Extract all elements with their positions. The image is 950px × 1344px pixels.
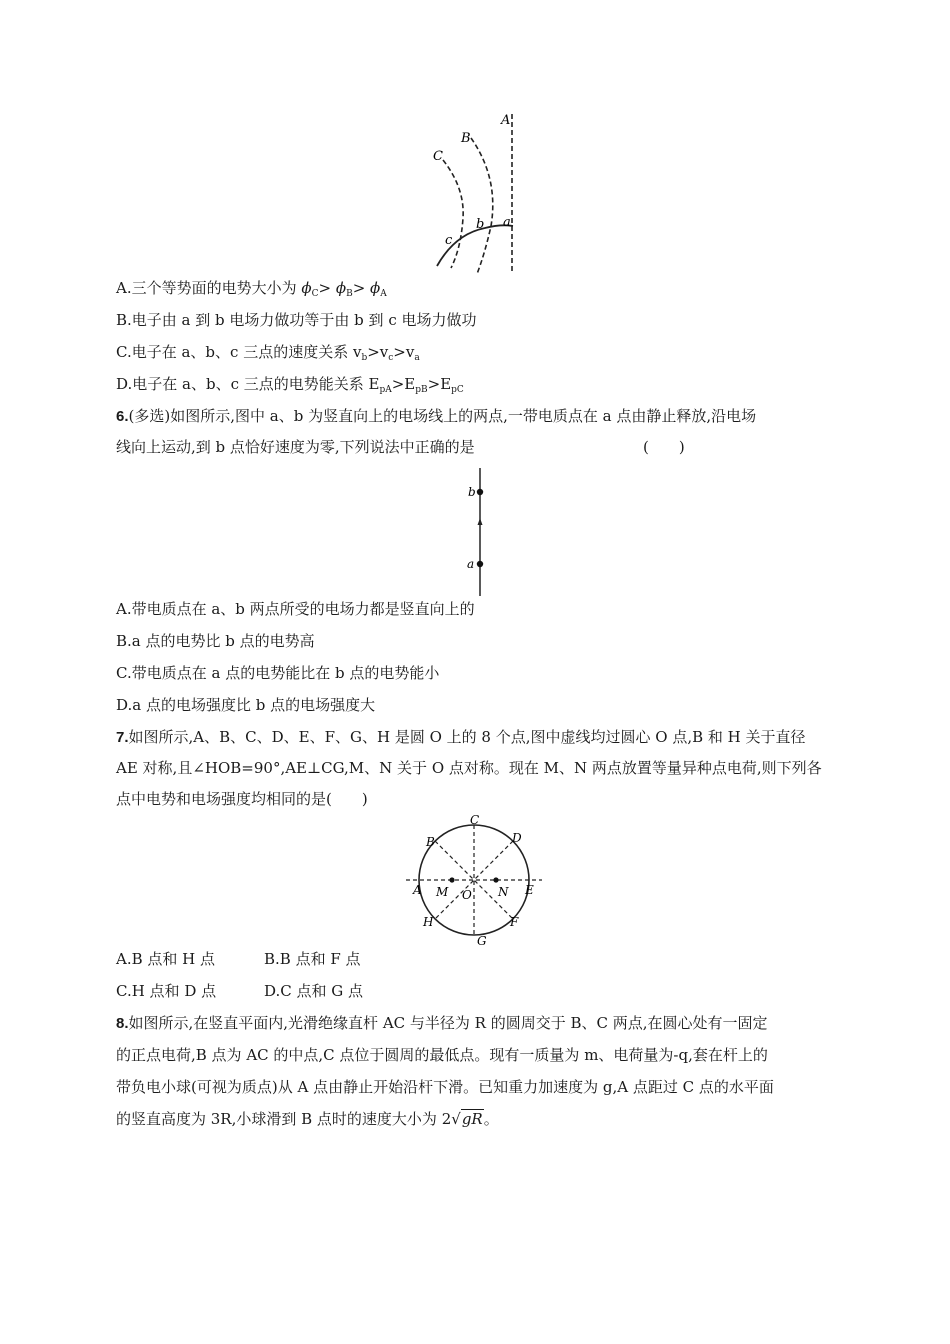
label-N: N: [498, 885, 509, 899]
q5-option-a: A.三个等势面的电势大小为 $\phi_C> \phi_B> \phi_A$: [116, 279, 387, 299]
label-c: c: [445, 233, 453, 248]
label-a: a: [467, 557, 475, 571]
label-O: O: [462, 888, 472, 902]
label-b: b: [468, 485, 476, 499]
label-E: E: [525, 883, 534, 897]
label-B: B: [426, 835, 435, 849]
label-a: a: [503, 215, 511, 230]
q7-option-b: B.B 点和 F 点: [264, 950, 361, 968]
q7-option-a: A.B 点和 H 点: [116, 950, 216, 968]
q7-number: 7.: [116, 729, 129, 746]
label-G: G: [477, 934, 487, 948]
q6-option-d: D.a 点的电场强度比 b 点的电场强度大: [116, 696, 376, 714]
label-F: F: [510, 915, 519, 929]
q6-stem-line1: 6.(多选)如图所示,图中 a、b 为竖直向上的电场线上的两点,一带电质点在 a 点由静止释放,沿电场: [116, 407, 757, 425]
equipotential-figure: [425, 108, 525, 278]
equipotential-line-b: [471, 138, 493, 274]
label-A: A: [501, 113, 511, 128]
label-A: A: [413, 883, 422, 897]
label-H: H: [423, 915, 434, 929]
point-a: [477, 561, 483, 567]
q8-number: 8.: [116, 1015, 129, 1032]
label-b: b: [476, 217, 485, 232]
q6-option-c: C.带电质点在 a 点的电势能比在 b 点的电势能小: [116, 664, 440, 682]
q7-stem-line2: AE 对称,且∠HOB=90°,AE⊥CG,M、N 关于 O 点对称。现在 M、N 两点放置等量异种点电荷,则下列各: [116, 759, 822, 777]
q8-stem-line1: 8.如图所示,在竖直平面内,光滑绝缘直杆 AC 与半径为 R 的圆周交于 B、C 两点,在圆心处有一固定: [116, 1014, 768, 1032]
q6-answer-paren: ( ): [643, 438, 685, 456]
charge-m: [449, 877, 454, 882]
sqrt-sign-icon: √: [451, 1110, 461, 1128]
q8-stem-line3: 带负电小球(可视为质点)从 A 点由静止开始沿杆下滑。已知重力加速度为 g,A 点距过 C 点的水平面: [116, 1078, 774, 1096]
q6-stem-line2: 线向上运动,到 b 点恰好速度为零,下列说法中正确的是: [116, 438, 475, 456]
sqrt-radicand: gR: [461, 1110, 483, 1128]
label-D: D: [512, 831, 522, 845]
point-b: [477, 489, 483, 495]
q7-option-c: C.H 点和 D 点: [116, 982, 217, 1000]
q6-number: 6.: [116, 408, 129, 425]
q5-option-b: B.电子由 a 到 b 电场力做功等于由 b 到 c 电场力做功: [116, 311, 477, 329]
label-C: C: [470, 814, 480, 827]
charge-n: [493, 877, 498, 882]
label-C: C: [433, 149, 443, 164]
q5-option-c: C.电子在 a、b、c 三点的速度关系 $v_b>v_c>v_a$: [116, 343, 420, 363]
q5-option-d: D.电子在 a、b、c 三点的电势能关系 $E_{pA}>E_{pB}>E_{pC}$: [116, 375, 464, 395]
q7-stem-line1: 7.如图所示,A、B、C、D、E、F、G、H 是圆 O 上的 8 个点,图中虚线均过圆心 O 点,B 和 H 关于直径: [116, 728, 806, 746]
q7-stem-line3: 点中电势和电场强度均相同的是( ): [116, 790, 368, 808]
q6-option-a: A.带电质点在 a、b 两点所受的电场力都是竖直向上的: [116, 600, 475, 618]
q8-stem-line2: 的正点电荷,B 点为 AC 的中点,C 点位于圆周的最低点。现有一质量为 m、电荷量为-q,套在杆上的: [116, 1046, 768, 1064]
q6-option-b: B.a 点的电势比 b 点的电势高: [116, 632, 315, 650]
label-B: B: [461, 131, 471, 146]
field-arrow-icon: [478, 518, 483, 525]
circle-figure: [406, 814, 546, 950]
q7-option-d: D.C 点和 G 点: [264, 982, 364, 1000]
q8-stem-line4: 的竖直高度为 3R,小球滑到 B 点时的速度大小为 2√gR。: [116, 1110, 499, 1128]
label-M: M: [436, 885, 449, 899]
field-line-figure: [460, 464, 500, 600]
